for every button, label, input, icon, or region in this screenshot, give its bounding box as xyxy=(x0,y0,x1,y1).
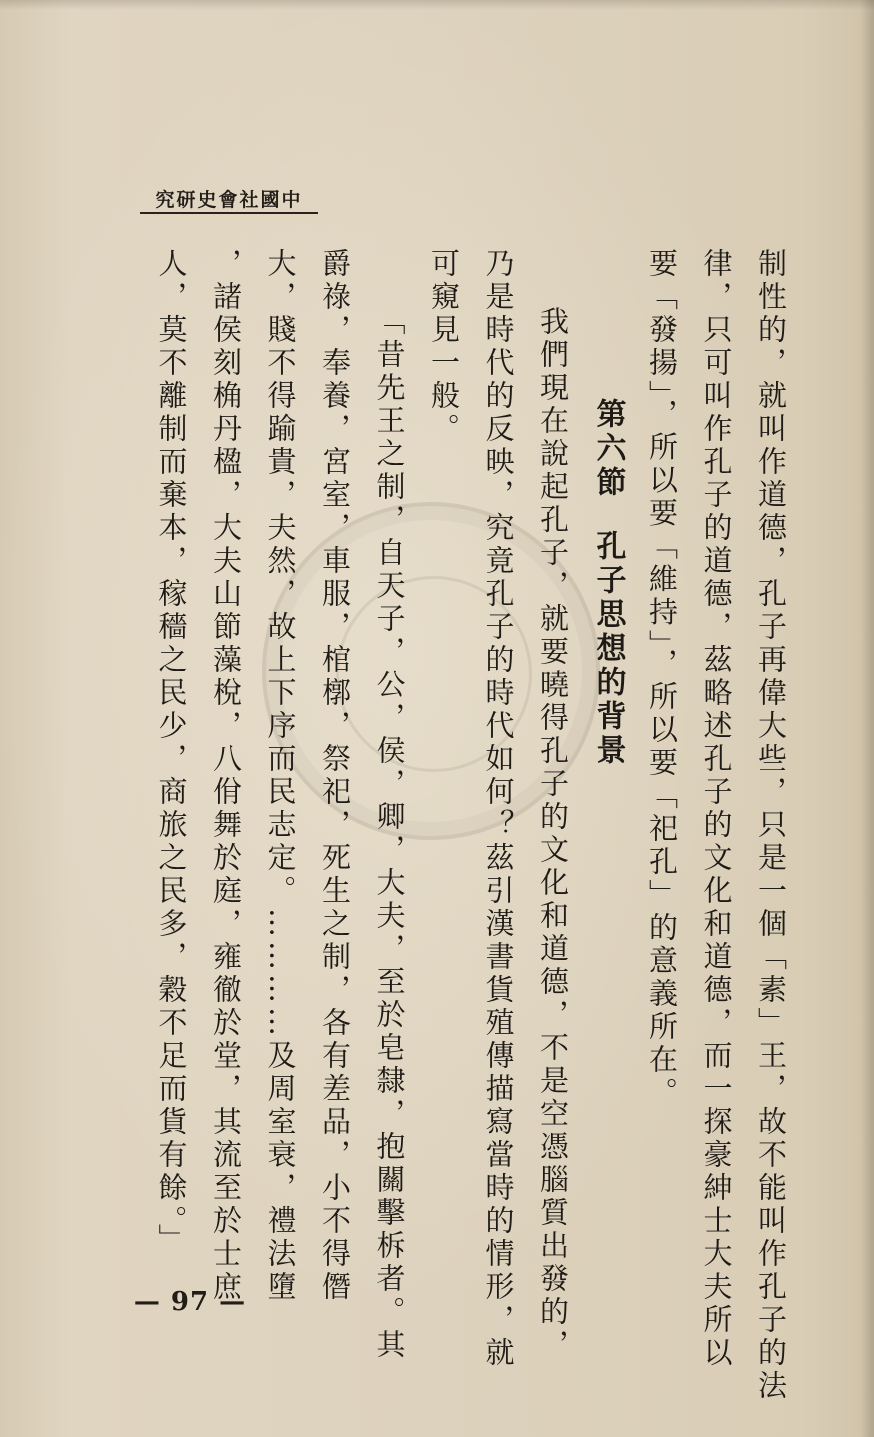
section-number: 第六節 xyxy=(590,398,626,500)
quote-line: 「昔先王之制，自天子，公，侯，卿，大夫，至於皂隸，抱關擊柝者。其 xyxy=(372,306,407,1362)
paragraph-line: 可窺見一般。 xyxy=(427,248,461,446)
running-header-title: 中國社會史研究 xyxy=(155,189,303,211)
page-edge-shadow xyxy=(860,0,874,1437)
page-number: — 97 — xyxy=(133,1287,247,1317)
header-rule xyxy=(140,212,318,214)
page-top-shadow xyxy=(0,0,874,10)
body-line: 要「發揚」，所以要「維持」，所以要「祀孔」的意義所在。 xyxy=(645,248,679,1110)
section-heading xyxy=(580,248,635,1258)
quote-line: ，諸侯刻桷丹楹，大夫山節藻梲，八佾舞於庭，雍徹於堂，其流至於士庶 xyxy=(209,248,243,1304)
paragraph-line: 我們現在說起孔子，就要曉得孔子的文化和道德，不是空憑腦質出發的， xyxy=(536,306,570,1362)
quote-line: 人，莫不離制而棄本，稼穡之民少，商旅之民多，穀不足而貨有餘。」 xyxy=(154,248,189,1257)
quote-line: 大，賤不得踰貴，夫然，故上下序而民志定。…………及周室衰，禮法墮 xyxy=(263,248,298,1304)
quote-line: 爵祿，奉養，宮室，車服，棺槨，祭祀，死生之制，各有差品，小不得僭 xyxy=(318,248,352,1304)
body-line: 律，只可叫作孔子的道德，茲略述孔子的文化和道德，而一探豪紳士大夫所以 xyxy=(699,248,734,1370)
body-line: 制性的，就叫作道德，孔子再偉大些，只是一個「素」王，故不能叫作孔子的法 xyxy=(754,248,788,1403)
section-title: 孔子思想的背景 xyxy=(590,530,626,768)
paragraph-line: 乃是時代的反映，究竟孔子的時代如何？茲引漢書貨殖傳描寫當時的情形，就 xyxy=(481,248,516,1370)
